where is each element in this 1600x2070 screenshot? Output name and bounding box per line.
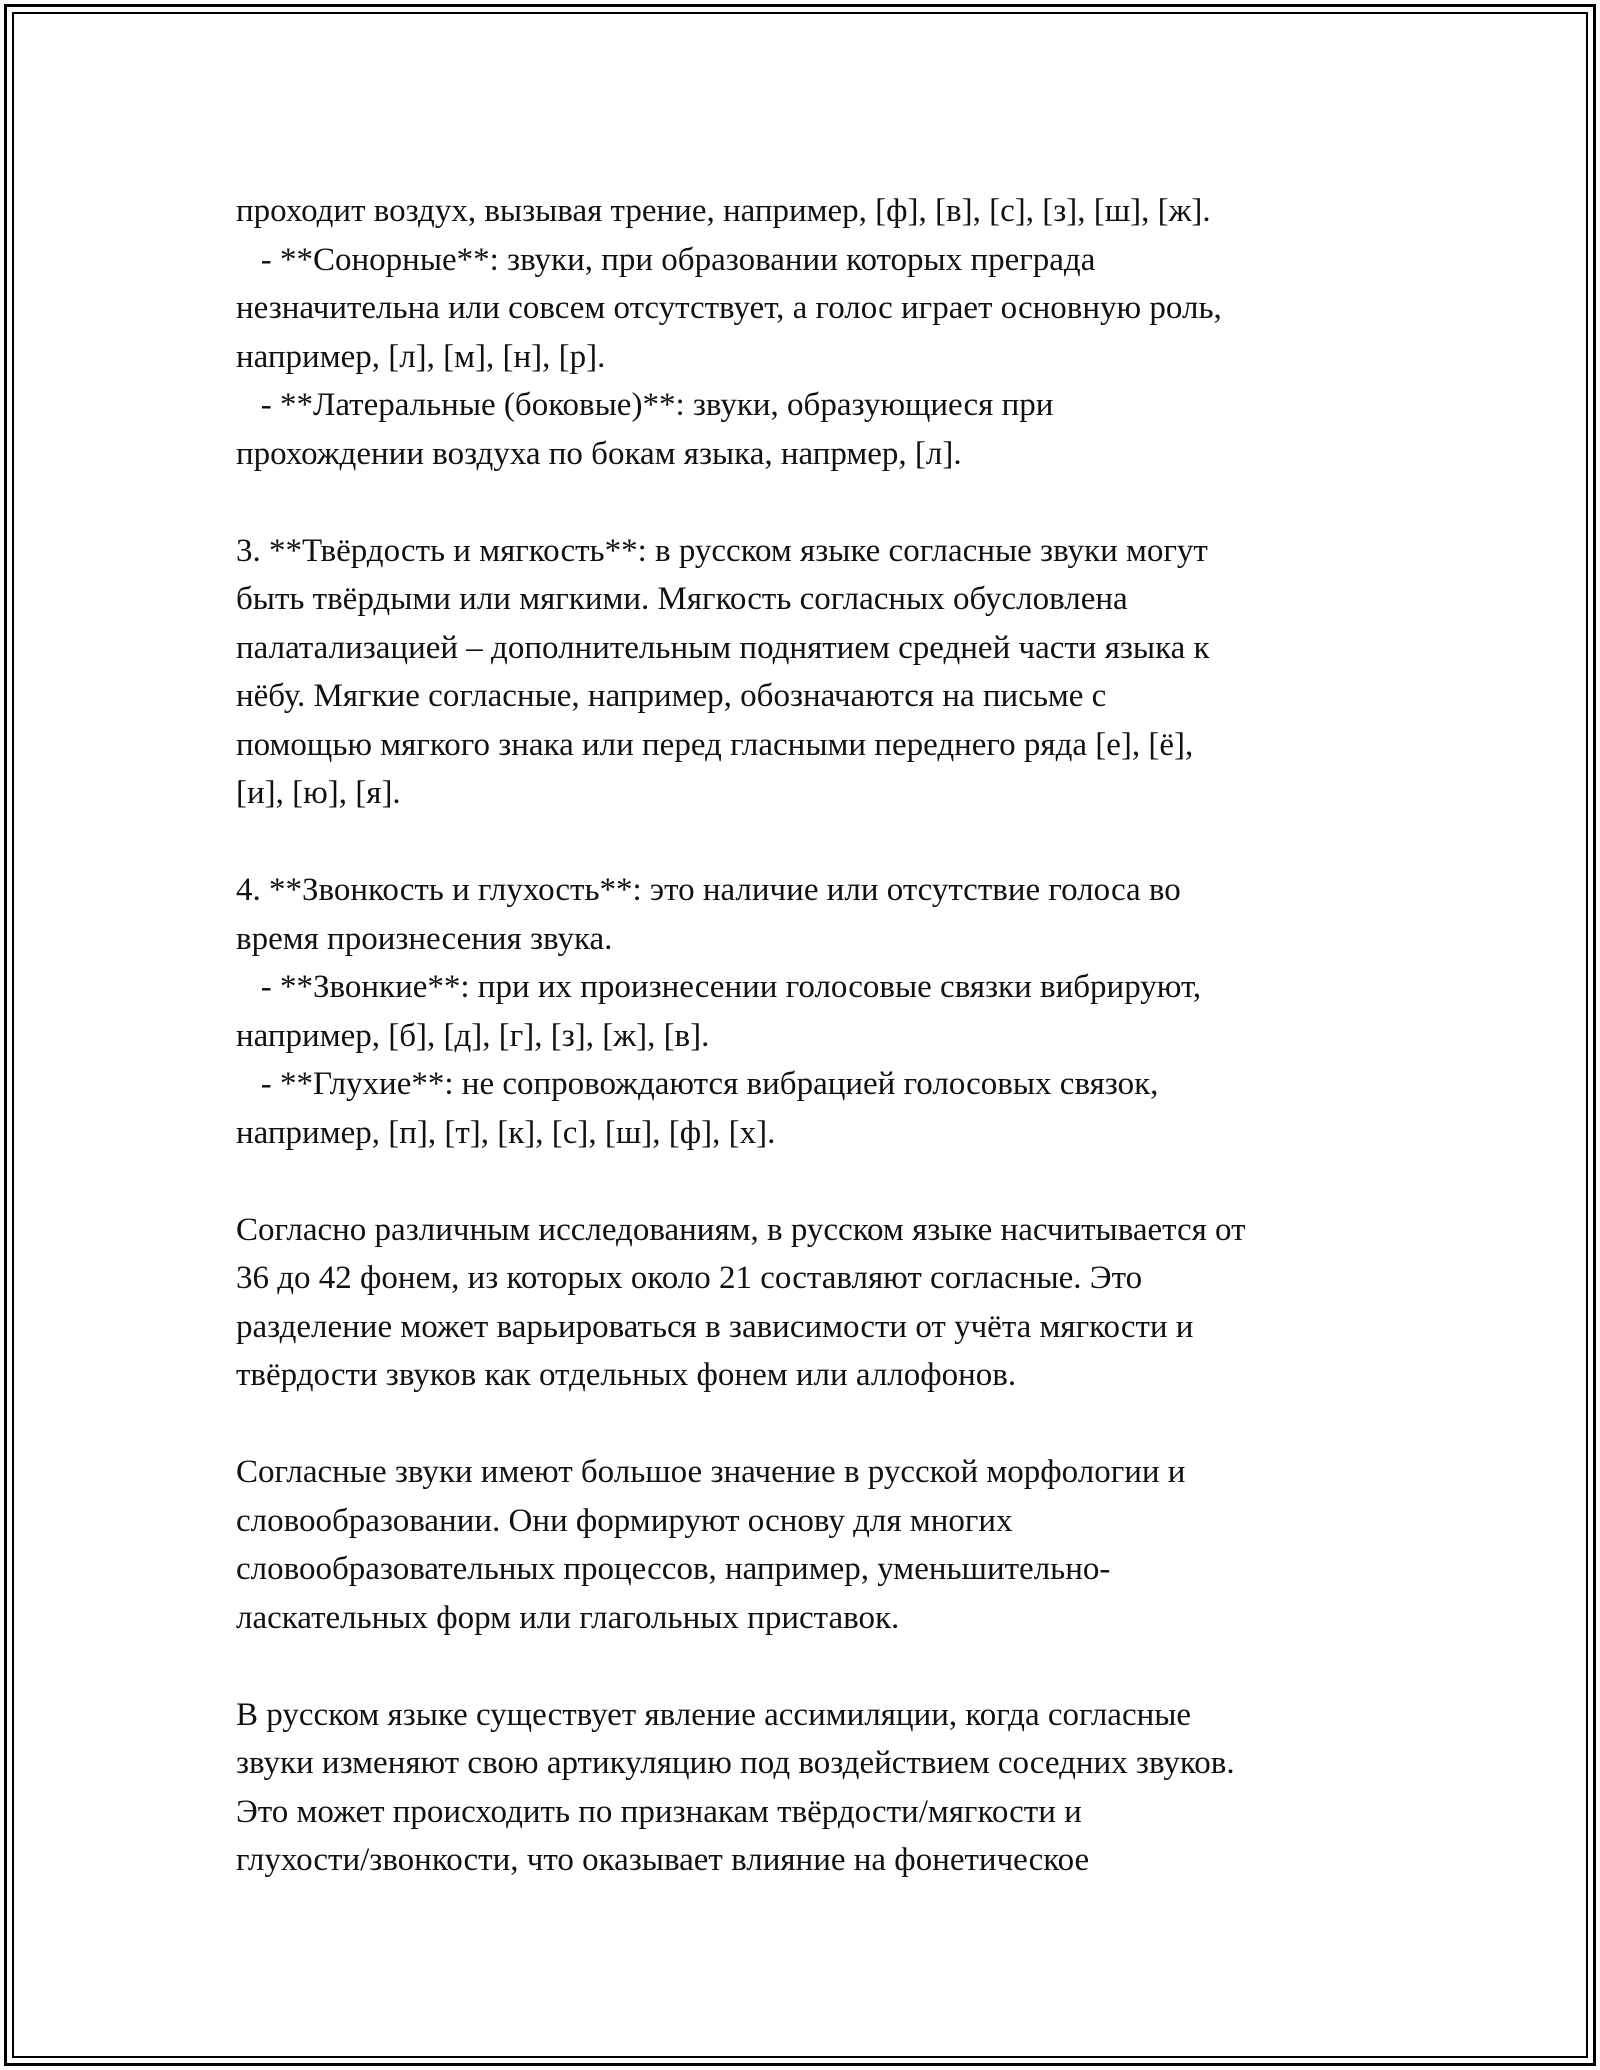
text-line: например, [п], [т], [к], [с], [ш], [ф], [х].	[236, 1114, 776, 1151]
text-line: 36 до 42 фонем, из которых около 21 составляют согласные. Это	[236, 1260, 1143, 1296]
paragraph-phoneme-count	[236, 1206, 1376, 1400]
text-line: Согласные звуки имеют большое значение в русской морфологии и	[236, 1454, 1186, 1490]
paragraph-gap	[236, 478, 1376, 527]
text-line: [и], [ю], [я].	[236, 775, 401, 811]
text-line: разделение может варьироваться в зависимости от учёта мягкости и	[236, 1308, 1194, 1345]
text-line: незначительна или совсем отсутствует, а голос играет основную роль,	[236, 290, 1222, 326]
text-line: проходит воздух, вызывая трение, например, [ф], [в], [с], [з], [ш], [ж].	[236, 193, 1211, 229]
text-line: твёрдости звуков как отдельных фонем или аллофонов.	[236, 1357, 1017, 1393]
text-line: Это может происходить по признакам твёрдости/мягкости и	[236, 1793, 1082, 1830]
text-line: палатализацией – дополнительным поднятием средней части языка к	[236, 629, 1210, 666]
text-line: быть твёрдыми или мягкими. Мягкость согласных обусловлена	[236, 581, 1128, 617]
text-line: - **Звонкие**: при их произнесении голосовые связки вибрируют,	[236, 969, 1202, 1005]
text-line: ласкательных форм или глагольных приставок.	[236, 1599, 900, 1636]
paragraph-gap	[236, 1400, 1376, 1449]
text-line: звуки изменяют свою артикуляцию под воздействием соседних звуков.	[236, 1745, 1235, 1781]
text-line: 3. **Твёрдость и мягкость**: в русском языке согласные звуки могут	[236, 532, 1208, 569]
text-line: 4. **Звонкость и глухость**: это наличие или отсутствие голоса во	[236, 872, 1181, 908]
document-body	[236, 187, 1376, 1885]
text-line: словообразовательных процессов, например, уменьшительно-	[236, 1551, 1111, 1587]
text-line: время произнесения звука.	[236, 920, 613, 957]
text-line: Согласно различным исследованиям, в русском языке насчитывается от	[236, 1211, 1246, 1248]
text-line: В русском языке существует явление ассимиляции, когда согласные	[236, 1696, 1192, 1733]
text-line: - **Глухие**: не сопровождаются вибрацией голосовых связок,	[236, 1066, 1159, 1102]
paragraph-morphology	[236, 1448, 1376, 1642]
text-line: прохождении воздуха по бокам языка, напрмер, [л].	[236, 435, 962, 472]
paragraph-gap	[236, 1642, 1376, 1691]
text-line: - **Сонорные**: звуки, при образовании которых преграда	[236, 241, 1096, 278]
paragraph-assimilation	[236, 1691, 1376, 1885]
text-line: нёбу. Мягкие согласные, например, обозначаются на письме с	[236, 678, 1107, 714]
paragraph-gap	[236, 1157, 1376, 1206]
text-line: например, [л], [м], [н], [р].	[236, 338, 606, 375]
text-line: например, [б], [д], [г], [з], [ж], [в].	[236, 1017, 710, 1054]
text-line: глухости/звонкости, что оказывает влияние на фонетическое	[236, 1842, 1090, 1878]
paragraph-gap	[236, 818, 1376, 867]
paragraph-fricatives-sonorants	[236, 187, 1376, 478]
paragraph-voicing	[236, 866, 1376, 1157]
text-line: - **Латеральные (боковые)**: звуки, образующиеся при	[236, 387, 1054, 423]
text-line: словообразовании. Они формируют основу для многих	[236, 1502, 1013, 1539]
paragraph-hardness-softness	[236, 527, 1376, 818]
text-line: помощью мягкого знака или перед гласными переднего ряда [е], [ё],	[236, 726, 1194, 763]
